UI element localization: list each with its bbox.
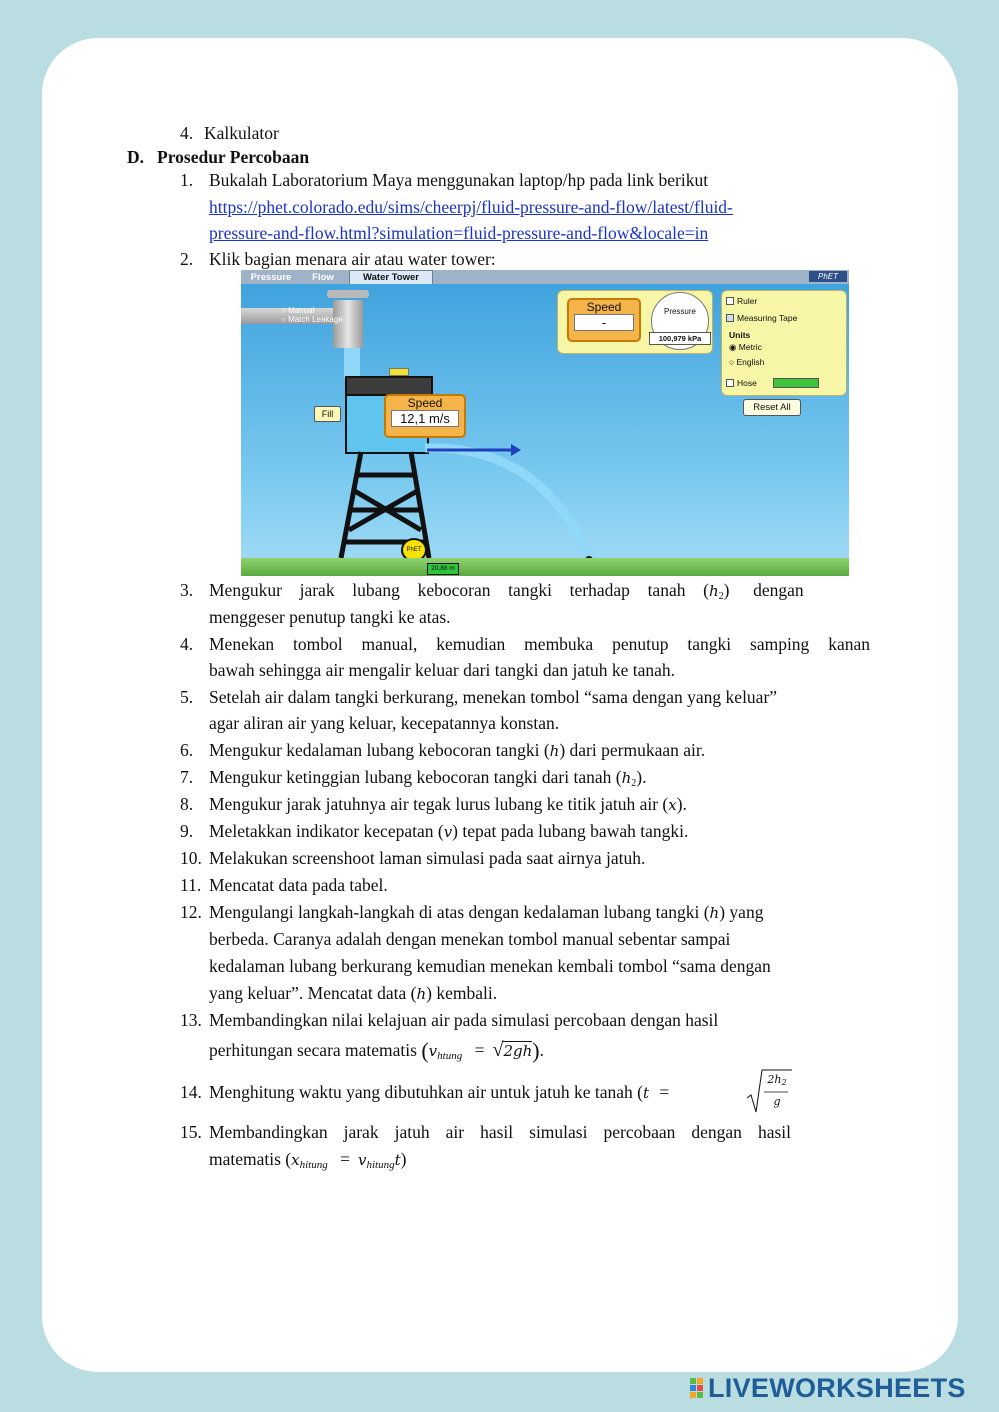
step-14-formula (746, 1068, 792, 1114)
step-7-text: Mengukur ketinggian lubang kebocoran tangki dari tanah (h2). (209, 767, 647, 789)
hose-checkbox[interactable]: Hose (726, 378, 757, 388)
step-12-line1: Mengulangi langkah-langkah di atas dengan kedalaman lubang tangki (h) yang (209, 902, 764, 922)
ground (241, 558, 849, 576)
tab-pressure[interactable]: Pressure (250, 272, 292, 283)
velocity-arrow-head (511, 444, 521, 456)
step-7-number: 7. (180, 767, 194, 787)
step-3-line1: Mengukur jarak lubang kebocoran tangki terhadap tanah (h2) dengan (209, 580, 804, 602)
speed-top-label: Speed (586, 300, 622, 314)
fraction-numerator: 2h2 (767, 1073, 787, 1087)
step-9-number: 9. (180, 821, 194, 841)
water-stream (425, 448, 589, 558)
step-2-text: Klik bagian menara air atau water tower: (209, 249, 496, 269)
liveworksheets-brand[interactable] (690, 1373, 966, 1403)
speed-indicator-tank[interactable] (384, 394, 466, 438)
liveworksheets-logo-icon (690, 1378, 704, 1400)
fill-button[interactable]: Fill (314, 406, 341, 422)
water-tower-simulation (241, 270, 849, 576)
step-6-text: Mengukur kedalaman lubang kebocoran tangki (h) dari permukaan air. (209, 740, 706, 760)
item-number: 4. (180, 123, 194, 143)
step-15-line1: Membandingkan jarak jatuh air hasil simulasi percobaan dengan hasil (209, 1122, 791, 1142)
ruler-checkbox[interactable]: Ruler (726, 296, 757, 306)
step-4-number: 4. (180, 634, 194, 654)
reset-all-button[interactable]: Reset All (743, 399, 801, 416)
step-13-line2: perhitungan secara matematis $(v_{htung} = √2gh)$. (209, 1038, 544, 1063)
section-title: Prosedur Percobaan (157, 147, 310, 167)
step-1-number: 1. (180, 170, 194, 190)
pressure-value: 100,979 kPa (649, 332, 711, 345)
step-15-number: 15. (180, 1122, 202, 1142)
step-3-line2: menggeser penutup tangki ke atas. (209, 607, 451, 627)
radio-manual[interactable]: ○ Manual (281, 306, 315, 315)
step-14-number: 14. (180, 1082, 202, 1102)
step-11-number: 11. (180, 875, 202, 895)
speed-tank-label: Speed (407, 396, 443, 410)
materials-item-4: Kalkulator (204, 123, 279, 143)
english-radio[interactable]: ○ English (729, 357, 765, 367)
step-5-line2: agar aliran air yang keluar, kecepatannya konstan. (209, 713, 560, 733)
hose-icon (773, 378, 819, 388)
step-12-number: 12. (180, 902, 202, 922)
step-6-number: 6. (180, 740, 194, 760)
brand-name: LIVEWORKSHEETS (708, 1373, 966, 1403)
measuring-tape-checkbox[interactable]: Measuring Tape (726, 313, 797, 323)
step-8-text: Mengukur jarak jatuhnya air tegak lurus lubang ke titik jatuh air (x). (209, 794, 687, 814)
step-14-text: Menghitung waktu yang dibutuhkan air untuk jatuh ke tanah (t = (209, 1082, 670, 1102)
fraction-denominator: g (773, 1095, 781, 1108)
step-12-line3: kedalaman lubang berkurang kemudian menekan kembali tombol “sama dengan (209, 956, 771, 976)
step-4-line2: bawah sehingga air mengalir keluar dari tangki dan jatuh ke tanah. (209, 660, 676, 680)
tape-readout: 20,88 m (427, 563, 459, 575)
tab-flow[interactable]: Flow (312, 272, 334, 283)
step-2-number: 2. (180, 249, 194, 269)
step-15-line2: matematis $(x_{hitung} = v_{hitung}t)$ (209, 1149, 407, 1171)
step-1-text: Bukalah Laboratorium Maya menggunakan laptop/hp pada link berikut (209, 170, 709, 190)
step-10-number: 10. (180, 848, 202, 868)
units-label: Units (729, 330, 751, 340)
speed-tank-value: 12,1 m/s (391, 410, 459, 427)
speed-indicator-toolbox[interactable] (567, 298, 641, 342)
step-13-number: 13. (180, 1010, 202, 1030)
step-11-text: Mencatat data pada tabel. (209, 875, 388, 895)
step-9-text: Meletakkan indikator kecepatan (v) tepat pada lubang bawah tangki. (209, 821, 689, 841)
phet-mini-logo: PhET (809, 271, 847, 282)
phet-link-line1[interactable]: https://phet.colorado.edu/sims/cheerpj/fluid-pressure-and-flow/latest/fluid- (209, 197, 733, 217)
step-13-line1: Membandingkan nilai kelajuan air pada simulasi percobaan dengan hasil (209, 1010, 719, 1030)
step-12-line2: berbeda. Caranya adalah dengan menekan tombol manual sebentar sampai (209, 929, 731, 949)
metric-radio[interactable]: ◉ Metric (729, 342, 762, 352)
step-3-number: 3. (180, 580, 194, 600)
step-10-text: Melakukan screenshoot laman simulasi pada saat airnya jatuh. (209, 848, 646, 868)
phet-link-line2[interactable]: pressure-and-flow.html?simulation=fluid-pressure-and-flow&locale=in (209, 223, 709, 243)
radio-match-leakage[interactable]: ○ Match Leakage (281, 315, 343, 324)
step-4-line1: Menekan tombol manual, kemudian membuka penutup tangki samping kanan (209, 634, 870, 654)
step-5-line1: Setelah air dalam tangki berkurang, menekan tombol “sama dengan yang keluar” (209, 687, 778, 707)
phet-logo: PhET (401, 538, 427, 562)
speed-top-value: - (574, 314, 634, 331)
section-letter: D. (127, 147, 145, 167)
pressure-label: Pressure (663, 307, 696, 316)
step-8-number: 8. (180, 794, 194, 814)
tab-water-tower[interactable]: Water Tower (349, 270, 433, 284)
step-5-number: 5. (180, 687, 194, 707)
step-12-line4: yang keluar”. Mencatat data (h) kembali. (209, 983, 498, 1003)
